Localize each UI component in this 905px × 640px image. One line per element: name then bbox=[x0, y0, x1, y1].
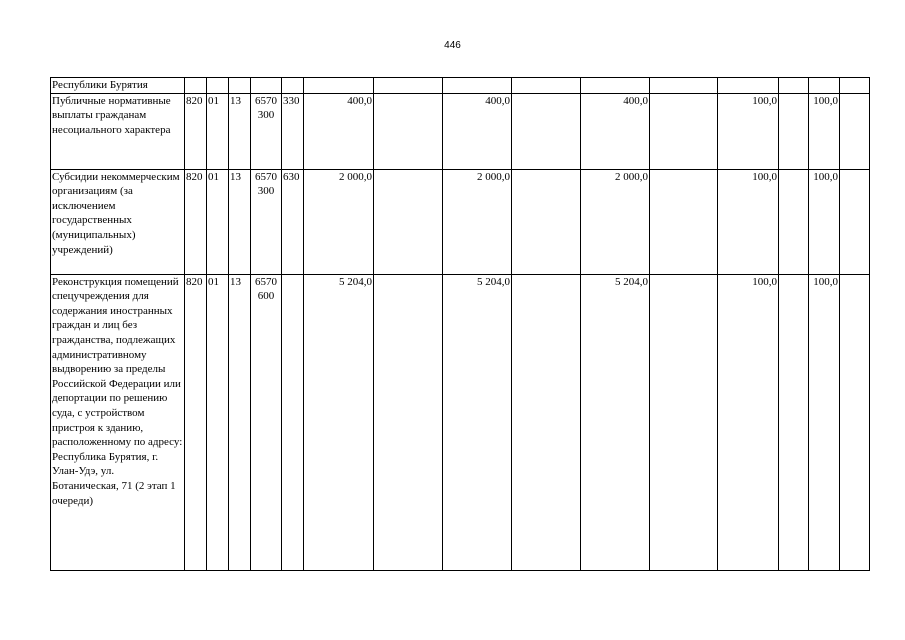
empty-cell bbox=[374, 274, 443, 570]
row-percent-1: 100,0 bbox=[718, 93, 779, 169]
empty-cell bbox=[840, 274, 870, 570]
row-csr: 6570 300 bbox=[251, 93, 282, 169]
empty-cell bbox=[374, 78, 443, 94]
row-value-2: 2 000,0 bbox=[443, 169, 512, 274]
row-rz bbox=[207, 78, 229, 94]
empty-cell bbox=[650, 93, 718, 169]
empty-cell bbox=[650, 78, 718, 94]
row-ved: 820 bbox=[185, 93, 207, 169]
empty-cell bbox=[779, 78, 809, 94]
empty-cell bbox=[779, 169, 809, 274]
row-ved: 820 bbox=[185, 169, 207, 274]
row-value-2 bbox=[443, 78, 512, 94]
row-percent-2: 100,0 bbox=[809, 274, 840, 570]
row-value-1: 2 000,0 bbox=[304, 169, 374, 274]
empty-cell bbox=[512, 78, 581, 94]
row-value-2: 5 204,0 bbox=[443, 274, 512, 570]
row-percent-2 bbox=[809, 78, 840, 94]
row-percent-1: 100,0 bbox=[718, 274, 779, 570]
row-value-1: 400,0 bbox=[304, 93, 374, 169]
row-value-1 bbox=[304, 78, 374, 94]
empty-cell bbox=[374, 93, 443, 169]
row-rz: 01 bbox=[207, 169, 229, 274]
row-value-2: 400,0 bbox=[443, 93, 512, 169]
row-csr bbox=[251, 78, 282, 94]
row-csr: 6570 300 bbox=[251, 169, 282, 274]
empty-cell bbox=[650, 169, 718, 274]
row-name: Реконструкция помещений спецучреждения для содержания иностранных граждан и лиц без гражданства, подлежащих административному выдворению за пределы Российской Федерации или депортации по решению суда, с устройством пристроя к зданию, расположенному по адресу: Республика Бурятия, г. Улан-Удэ, ул. Ботаническая, 71 (2 этап 1 очереди) bbox=[51, 274, 185, 570]
page-number: 446 bbox=[444, 40, 461, 51]
row-pr bbox=[229, 78, 251, 94]
row-pr: 13 bbox=[229, 274, 251, 570]
row-vr: 630 bbox=[282, 169, 304, 274]
row-percent-2: 100,0 bbox=[809, 169, 840, 274]
empty-cell bbox=[840, 78, 870, 94]
row-name: Публичные нормативные выплаты гражданам несоциального характера bbox=[51, 93, 185, 169]
empty-cell bbox=[512, 93, 581, 169]
row-vr: 330 bbox=[282, 93, 304, 169]
empty-cell bbox=[512, 274, 581, 570]
row-vr bbox=[282, 274, 304, 570]
empty-cell bbox=[512, 169, 581, 274]
row-ved bbox=[185, 78, 207, 94]
empty-cell bbox=[650, 274, 718, 570]
table-row bbox=[51, 274, 870, 570]
row-ved: 820 bbox=[185, 274, 207, 570]
empty-cell bbox=[840, 93, 870, 169]
row-name: Субсидии некоммерческим организациям (за исключением государственных (муниципальных) учреждений) bbox=[51, 169, 185, 274]
row-pr: 13 bbox=[229, 93, 251, 169]
row-value-3: 400,0 bbox=[581, 93, 650, 169]
row-percent-2: 100,0 bbox=[809, 93, 840, 169]
empty-cell bbox=[779, 274, 809, 570]
row-name: Республики Бурятия bbox=[51, 78, 185, 94]
row-value-1: 5 204,0 bbox=[304, 274, 374, 570]
row-vr bbox=[282, 78, 304, 94]
row-rz: 01 bbox=[207, 93, 229, 169]
budget-table bbox=[50, 77, 870, 571]
row-value-3: 2 000,0 bbox=[581, 169, 650, 274]
row-value-3 bbox=[581, 78, 650, 94]
empty-cell bbox=[779, 93, 809, 169]
row-pr: 13 bbox=[229, 169, 251, 274]
empty-cell bbox=[374, 169, 443, 274]
table-row bbox=[51, 93, 870, 169]
table-row bbox=[51, 78, 870, 94]
row-percent-1: 100,0 bbox=[718, 169, 779, 274]
row-percent-1 bbox=[718, 78, 779, 94]
row-value-3: 5 204,0 bbox=[581, 274, 650, 570]
row-csr: 6570 600 bbox=[251, 274, 282, 570]
row-rz: 01 bbox=[207, 274, 229, 570]
table-row bbox=[51, 169, 870, 274]
empty-cell bbox=[840, 169, 870, 274]
